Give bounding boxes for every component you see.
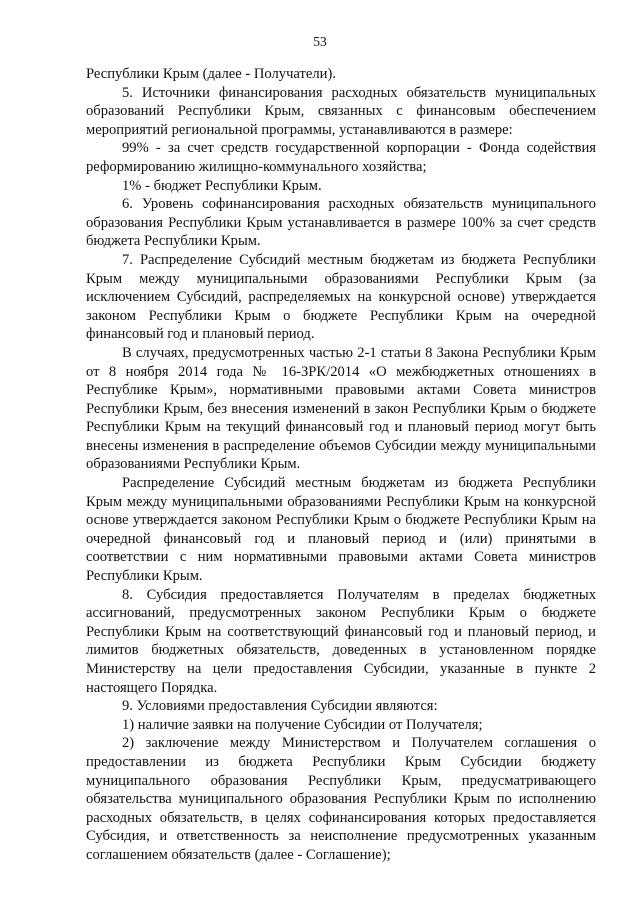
paragraph-7-competitive-distribution: Распределение Субсидий местным бюджетам из бюджета Республики Крым между муниципальными образованиями Республики Крым на конкурсной основе утверждается законом Республики Крым о бюджете Республики Крым на очередной финансовый год и плановый период и (или) принятыми в соответствии с ним нормативными правовыми актами Совета министров Республики Крым.: [86, 475, 596, 585]
paragraph-7-subsidy-distribution: 7. Распределение Субсидий местным бюджетам из бюджета Республики Крым между муниципальными образованиями Республики Крым (за исключением Субсидий, распределяемых на конкурсной основе) утверждается законом Республики Крым о бюджете Республики Крым на очередной финансовый год и плановый период.: [86, 251, 596, 343]
paragraph-6-cofinancing-level: 6. Уровень софинансирования расходных обязательств муниципального образования Республики Крым устанавливается в размере 100% за счет средств бюджета Республики Крым.: [86, 196, 596, 250]
paragraph-5-funding-sources: 5. Источники финансирования расходных обязательств муниципальных образований Республики Крым, связанных с финансовым обеспечением мероприятий региональной программы, устанавливаются в размере:: [86, 84, 596, 138]
paragraph-9-conditions-heading: 9. Условиями предоставления Субсидии являются:: [122, 698, 438, 715]
paragraph-7-changes: В случаях, предусмотренных частью 2-1 статьи 8 Закона Республики Крым от 8 ноября 2014 года № 16-ЗРК/2014 «О межбюджетных отношениях в Республике Крым», нормативными правовыми актами Совета министров Республики Крым, без внесения изменений в закон Республики Крым о бюджете Республики Крым на текущий финансовый год и плановый период могут быть внесены изменения в распределение объемов Субсидии между муниципальными образованиями Республики Крым.: [86, 344, 596, 473]
paragraph-5-fund-share: 99% - за счет средств государственной корпорации - Фонда содействия реформированию жилищно-коммунального хозяйства;: [86, 140, 596, 175]
page-number: 53: [313, 34, 327, 49]
paragraph-9-condition-2: 2) заключение между Министерством и Получателем соглашения о предоставлении из бюджета Республики Крым Субсидии бюджету муниципального образования Республики Крым, предусматривающего обязательства муниципального образования Республики Крым по исполнению расходных обязательств, в целях софинансирования которых предоставляется Субсидия, и ответственность за неисполнение предусмотренных указанным соглашением обязательств (далее - Соглашение);: [86, 735, 596, 863]
paragraph-8-subsidy-limits: 8. Субсидия предоставляется Получателям в пределах бюджетных ассигнований, предусмотренных законом Республики Крым о бюджете Республики Крым на соответствующий финансовый год и плановый период, и лимитов бюджетных обязательств, доведенных в установленном порядке Министерству на цели предоставления Субсидии, указанные в пункте 2 настоящего Порядка.: [86, 586, 596, 696]
paragraph-9-condition-1: 1) наличие заявки на получение Субсидии от Получателя;: [122, 716, 483, 733]
document-body: [86, 65, 596, 865]
paragraph-recipients-definition: Республики Крым (далее - Получатели).: [86, 66, 336, 82]
paragraph-5-budget-share: 1% - бюджет Республики Крым.: [122, 177, 322, 194]
